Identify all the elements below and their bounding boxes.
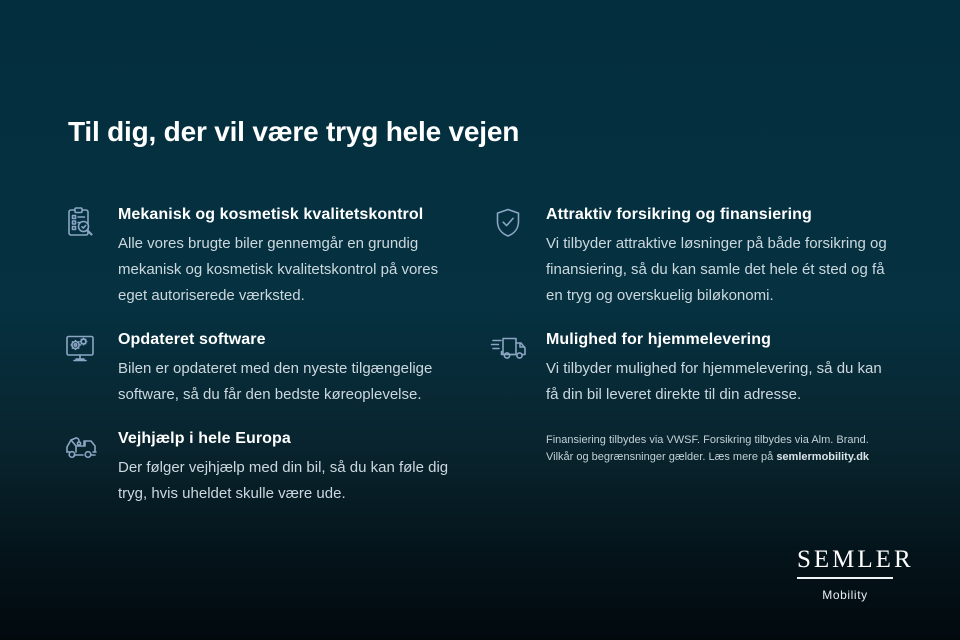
feature-heading: Mekanisk og kosmetisk kvalitetskontrol: [118, 206, 424, 223]
page-title: Til dig, der vil være tryg hele vejen: [68, 116, 520, 147]
disclaimer-line-1: Finansiering tilbydes via VWSF. Forsikring tilbydes via Alm. Brand.: [546, 434, 869, 446]
logo-sub-text: Mobility: [822, 588, 868, 602]
feature-column-right: [490, 206, 960, 529]
monitor-gears-icon: [62, 330, 98, 366]
feature-roadside-assistance: [62, 430, 490, 507]
tow-truck-icon: [62, 429, 98, 465]
disclaimer: [546, 432, 960, 466]
delivery-truck-icon: [490, 330, 526, 366]
feature-heading: Mulighed for hjemmelevering: [546, 331, 771, 348]
feature-body: Vi tilbyder mulighed for hjemmelevering, så du kan få din bil leveret direkte til din adresse.: [546, 360, 882, 403]
feature-heading: Vejhjælp i hele Europa: [118, 430, 291, 447]
feature-body: Der følger vejhjælp med din bil, så du kan føle dig tryg, hvis uheldet skulle være ude.: [118, 459, 449, 502]
feature-body: Alle vores brugte biler gennemgår en grundig mekanisk og kosmetisk kvalitetskontrol på vores eget autoriserede værksted.: [118, 235, 439, 304]
feature-body: Bilen er opdateret med den nyeste tilgængelige software, så du får den bedste køreoplevelse.: [118, 360, 433, 403]
semlermobility-link: semlermobility.dk: [776, 451, 870, 463]
disclaimer-line-2: [546, 449, 960, 466]
semler-mobility-logo: [797, 546, 914, 602]
logo-brand-text: SEMLER: [797, 546, 914, 573]
feature-quality-control: [62, 206, 490, 309]
feature-heading: Attraktiv forsikring og finansiering: [546, 206, 812, 223]
feature-body: Vi tilbyder attraktive løsninger på både forsikring og finansiering, så du kan samle det hele ét sted og få en tryg og overskuelig biløkonomi.: [546, 235, 887, 304]
feature-home-delivery: [490, 331, 960, 408]
logo-divider: [797, 577, 893, 579]
feature-column-left: [62, 206, 490, 529]
feature-heading: Opdateret software: [118, 331, 266, 348]
feature-insurance-financing: [490, 206, 960, 309]
clipboard-search-icon: [62, 205, 98, 241]
feature-updated-software: [62, 331, 490, 408]
feature-columns: [62, 206, 960, 529]
disclaimer-line-2-text: Vilkår og begrænsninger gælder. Læs mere på: [546, 451, 777, 463]
shield-check-icon: [490, 205, 526, 241]
